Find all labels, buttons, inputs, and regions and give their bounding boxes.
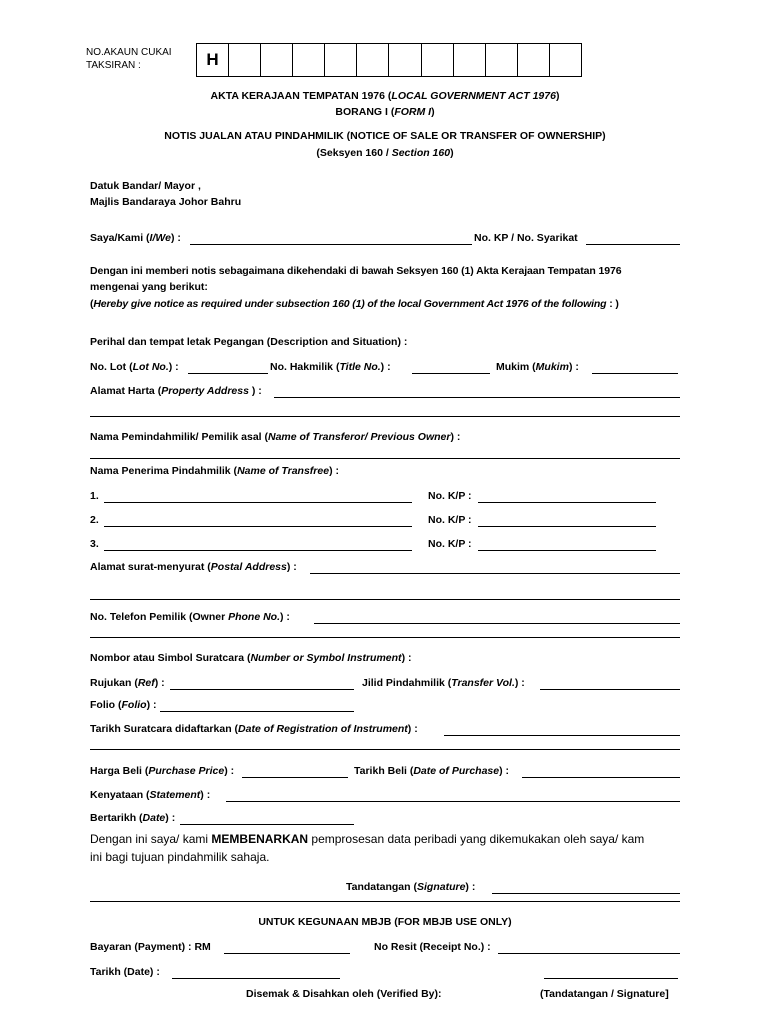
account-cell[interactable] [293,44,325,76]
addressee-line2: Majlis Bandaraya Johor Bahru [90,196,242,208]
alamat-surat-italic: Postal Address [210,561,287,573]
telefon-italic: Phone No. [228,611,281,623]
account-cell[interactable] [422,44,454,76]
no-lot-italic: Lot No. [132,361,169,373]
account-cell[interactable] [550,44,581,76]
account-cell[interactable] [518,44,550,76]
account-label [86,46,172,72]
bertarikh-italic: Date [142,812,166,824]
telefon-suffix: ) : [280,611,290,623]
mukim-suffix: ) : [568,361,579,373]
alamat-harta-prefix: Alamat Harta ( [90,385,162,397]
nombor-simbol-prefix: Nombor atau Simbol Suratcara ( [90,652,251,664]
bayaran-label: Bayaran (Payment) : RM [90,941,211,953]
signature-field[interactable] [492,893,680,894]
harga-beli-label [90,765,234,777]
office-use-title: UNTUK KEGUNAAN MBJB (FOR MBJB USE ONLY) [258,916,512,928]
telefon-field[interactable] [314,623,680,624]
no-hakmilik-suffix: ) : [380,361,391,373]
saya-kami-italic: I/We [149,232,171,244]
transferee-row-2-label: 2. [90,514,99,526]
no-resit-field[interactable] [498,953,680,954]
alamat-harta-field-2[interactable] [90,416,680,417]
act-title-suffix: ) [555,90,560,102]
kenyataan-field[interactable] [226,801,680,802]
transferor-suffix: ) : [450,431,461,443]
alamat-surat-field-2[interactable] [90,599,680,600]
bertarikh-label [90,812,175,824]
bertarikh-suffix: ) : [165,812,176,824]
tarikh-field[interactable] [172,978,340,979]
transferee-italic: Name of Transfree [237,465,330,477]
folio-prefix: Folio ( [90,699,122,711]
consent-line1-suffix: pemprosesan data peribadi yang dikemukakan oleh saya/ kam [308,832,645,846]
transferor-field[interactable] [90,458,680,459]
transferor-label [90,431,460,443]
account-cell[interactable] [261,44,293,76]
nombor-simbol-italic: Number or Symbol Instrument [250,652,402,664]
bertarikh-prefix: Bertarikh ( [90,812,143,824]
tarikh-suratcara-suffix: ) : [407,723,418,735]
jilid-italic: Transfer Vol. [451,677,515,689]
no-lot-prefix: No. Lot ( [90,361,133,373]
transferee-row-2-name[interactable] [104,526,412,527]
tarikh-beli-label [354,765,509,777]
account-cell[interactable] [229,44,261,76]
rujukan-label [90,677,165,689]
transferee-row-3-kp-label: No. K/P : [428,538,472,550]
transferee-row-1-label: 1. [90,490,99,502]
tarikh-suratcara-field[interactable] [444,735,680,736]
section-italic: Section 160 [391,147,451,159]
jilid-field[interactable] [540,689,680,690]
tarikh-suratcara-italic: Date of Registration of Instrument [238,723,408,735]
no-hakmilik-italic: Title No. [339,361,381,373]
notice-para-line2: mengenai yang berikut: [90,281,208,293]
perihal-label: Perihal dan tempat letak Pegangan (Description and Situation) : [90,336,408,348]
folio-label [90,699,157,711]
harga-beli-suffix: ) : [224,765,235,777]
tarikh-suratcara-label [90,723,418,735]
transferee-row-2-kp[interactable] [478,526,656,527]
alamat-surat-label [90,561,297,573]
notice-para-line1: Dengan ini memberi notis sebagaimana dikehendaki di bawah Seksyen 160 (1) Akta Kerajaan Tempatan 1976 [90,265,622,277]
signature-italic: Signature [416,881,466,893]
verifier-signature-field[interactable] [544,978,678,979]
no-kp-syarikat-field[interactable] [586,244,680,245]
account-cell[interactable] [357,44,389,76]
account-cell[interactable] [389,44,421,76]
consent-line1 [90,832,644,846]
rujukan-suffix: ) : [154,677,165,689]
jilid-prefix: Jilid Pindahmilik ( [362,677,452,689]
account-label-line1: NO.AKAUN CUKAI [86,47,172,58]
jilid-label [362,677,525,689]
transferee-row-1-name[interactable] [104,502,412,503]
tarikh-beli-prefix: Tarikh Beli ( [354,765,414,777]
tarikh-suratcara-field-2[interactable] [90,749,680,750]
consent-line1-prefix: Dengan ini saya/ kami [90,832,212,846]
telefon-prefix: No. Telefon Pemilik (Owner [90,611,229,623]
transferee-suffix: ) : [329,465,339,477]
tarikh-beli-suffix: ) : [499,765,510,777]
borang-italic: FORM I [394,106,432,118]
alamat-surat-suffix: ) : [286,561,297,573]
notice-title: NOTIS JUALAN ATAU PINDAHMILIK (NOTICE OF SALE OR TRANSFER OF OWNERSHIP) [164,130,606,142]
folio-italic: Folio [121,699,147,711]
alamat-harta-field[interactable] [274,397,680,398]
transferee-row-3-label: 3. [90,538,99,550]
mukim-label [496,361,579,373]
signature-prefix: Tandatangan ( [346,881,417,893]
transferee-prefix: Nama Penerima Pindahmilik ( [90,465,238,477]
consent-line2: ini bagi tujuan pindahmilik sahaja. [90,850,270,864]
mukim-field[interactable] [592,373,678,374]
alamat-harta-suffix: ) : [248,385,262,397]
folio-field[interactable] [160,711,354,712]
act-title [0,90,770,102]
alamat-surat-prefix: Alamat surat-menyurat ( [90,561,211,573]
transferee-row-1-kp[interactable] [478,502,656,503]
bayaran-field[interactable] [224,953,350,954]
section-title [0,147,770,159]
no-hakmilik-label [270,361,391,373]
transferor-italic: Name of Transferor/ Previous Owner [268,431,451,443]
notice-para-line3 [90,298,619,310]
saya-kami-prefix: Saya/Kami ( [90,232,150,244]
transferee-label [90,465,339,477]
kenyataan-italic: Statement [149,789,201,801]
notice-para-line3-italic: Hereby give notice as required under subsection 160 (1) of the local Government Act 1976 of the following [93,298,607,310]
harga-beli-italic: Purchase Price [148,765,225,777]
borang-suffix: ) [431,106,435,118]
jilid-suffix: ) : [514,677,525,689]
telefon-label [90,611,290,623]
rujukan-prefix: Rujukan ( [90,677,138,689]
rujukan-italic: Ref [137,677,155,689]
consent-line1-bold: MEMBENARKAN [211,832,309,846]
nombor-simbol-label [90,652,411,664]
account-cell-first[interactable]: H [197,44,229,76]
transferee-row-1-kp-label: No. K/P : [428,490,472,502]
section-divider [90,901,680,902]
kenyataan-prefix: Kenyataan ( [90,789,150,801]
transferee-row-3-name[interactable] [104,550,412,551]
act-title-italic: LOCAL GOVERNMENT ACT 1976 [391,90,556,102]
alamat-surat-field[interactable] [310,573,680,574]
notice-para-line3-prefix: ( [90,298,94,310]
mukim-prefix: Mukim ( [496,361,536,373]
kenyataan-suffix: ) : [200,789,211,801]
tandatangan-label: (Tandatangan / Signature] [540,988,669,1000]
transferee-row-3-kp[interactable] [478,550,656,551]
borang-title [0,106,770,118]
no-hakmilik-field[interactable] [412,373,490,374]
mukim-italic: Mukim [535,361,569,373]
account-cell[interactable] [454,44,486,76]
saya-kami-field[interactable] [190,244,472,245]
signature-label [346,881,475,893]
no-lot-label [90,361,179,373]
kenyataan-label [90,789,210,801]
signature-suffix: ) : [465,881,476,893]
no-resit-label: No Resit (Receipt No.) : [374,941,491,953]
harga-beli-prefix: Harga Beli ( [90,765,149,777]
tarikh-beli-italic: Date of Purchase [413,765,500,777]
no-lot-field[interactable] [188,373,268,374]
no-kp-syarikat-label: No. KP / No. Syarikat [474,232,578,244]
rujukan-field[interactable] [170,689,354,690]
telefon-field-2[interactable] [90,637,680,638]
account-number-box[interactable] [196,43,582,77]
bertarikh-field[interactable] [180,824,354,825]
account-cell[interactable] [486,44,518,76]
borang-prefix: BORANG I ( [335,106,395,118]
act-title-prefix: AKTA KERAJAAN TEMPATAN 1976 ( [210,90,392,102]
alamat-harta-italic: Property Address [161,385,249,397]
no-hakmilik-prefix: No. Hakmilik ( [270,361,340,373]
section-suffix: ) [450,147,454,159]
nombor-simbol-suffix: ) : [401,652,412,664]
no-lot-suffix: ) : [168,361,179,373]
harga-beli-field[interactable] [242,777,348,778]
transferor-prefix: Nama Pemindahmilik/ Pemilik asal ( [90,431,268,443]
tarikh-beli-field[interactable] [522,777,680,778]
transferee-row-2-kp-label: No. K/P : [428,514,472,526]
folio-suffix: ) : [146,699,157,711]
account-label-line2: TAKSIRAN : [86,60,141,71]
tarikh-suratcara-prefix: Tarikh Suratcara didaftarkan ( [90,723,239,735]
verified-by-label: Disemak & Disahkan oleh (Verified By): [246,988,442,1000]
section-prefix: (Seksyen 160 / [316,147,392,159]
addressee-line1: Datuk Bandar/ Mayor , [90,180,201,192]
tarikh-label: Tarikh (Date) : [90,966,160,978]
saya-kami-label [90,232,181,244]
account-cell[interactable] [325,44,357,76]
notice-para-line3-suffix: : ) [606,298,619,310]
saya-kami-suffix: ) : [170,232,181,244]
alamat-harta-label [90,385,262,397]
